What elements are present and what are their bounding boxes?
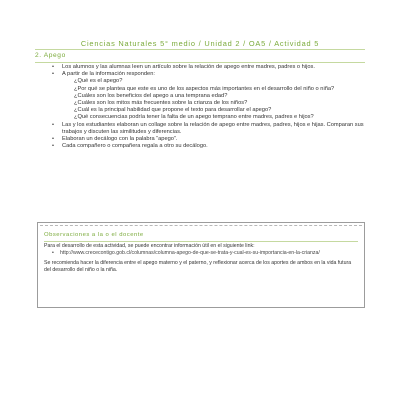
activity-item-text: A partir de la información responden: — [62, 71, 155, 78]
teacher-notes-title: Observaciones a la o el docente — [44, 232, 144, 238]
activity-item: • Cada compañero o compañera regala a otro su decálogo. — [52, 143, 364, 150]
question-item: ¿Cuáles son los beneficios del apego a una temprana edad? — [74, 92, 228, 99]
box-dashed-border — [40, 225, 362, 226]
title-top-rule — [35, 49, 365, 50]
document-title: Ciencias Naturales 5° medio / Unidad 2 / OA5 / Actividad 5 — [80, 39, 320, 48]
activity-item: • Las y los estudiantes elaboran un collage sobre la relación de apego entre madres, padres, hijos e hijas. Comparan sus trabajos y discuten las similitudes y diferencias. — [52, 122, 364, 136]
activity-item: • Elaboran un decálogo con la palabra “apego”. — [52, 136, 364, 143]
question-item: ¿Cuáles son los mitos más frecuentes sobre la crianza de los niños? — [74, 100, 248, 107]
question-item: ¿Qué consecuencias podría tener la falta de un apego temprano entre madres, padres e hijos? — [74, 114, 314, 121]
question-item: ¿Qué es el apego? — [74, 78, 123, 85]
resource-link[interactable]: http://www.crececontigo.gob.cl/columnas/columna-apego-de-que-se-trata-y-cual-es-su-importancia-en-la-crianza/ — [60, 249, 320, 256]
teacher-notes-box — [37, 222, 365, 308]
teacher-notes-body — [44, 243, 356, 273]
question-item: ¿Cuál es la principal habilidad que propone el texto para desarrollar el apego? — [74, 107, 272, 114]
teacher-notes-recommendation: Se recomienda hacer la diferencia entre el apego materno y el paterno, y reflexionar acerca de los aportes de ambos en la vida futura del desarrollo del niño o la niña. — [44, 260, 352, 273]
section-rule — [35, 62, 365, 63]
question-item: ¿Por qué se plantea que este es uno de los aspectos más importantes en el desarrollo del niño o niña? — [74, 85, 335, 92]
teacher-notes-rule — [44, 241, 358, 242]
link-list — [44, 250, 356, 257]
activity-list — [52, 64, 364, 150]
activity-item: • Los alumnos y las alumnas leen un artículo sobre la relación de apego entre madres, padres o hijos. — [52, 64, 364, 71]
teacher-notes-intro: Para el desarrollo de esta actividad, se puede encontrar información útil en el siguiente link: — [44, 243, 255, 249]
question-list — [62, 78, 364, 121]
link-item — [52, 250, 356, 257]
activity-item — [52, 71, 364, 121]
section-heading: 2. Apego — [35, 52, 66, 59]
